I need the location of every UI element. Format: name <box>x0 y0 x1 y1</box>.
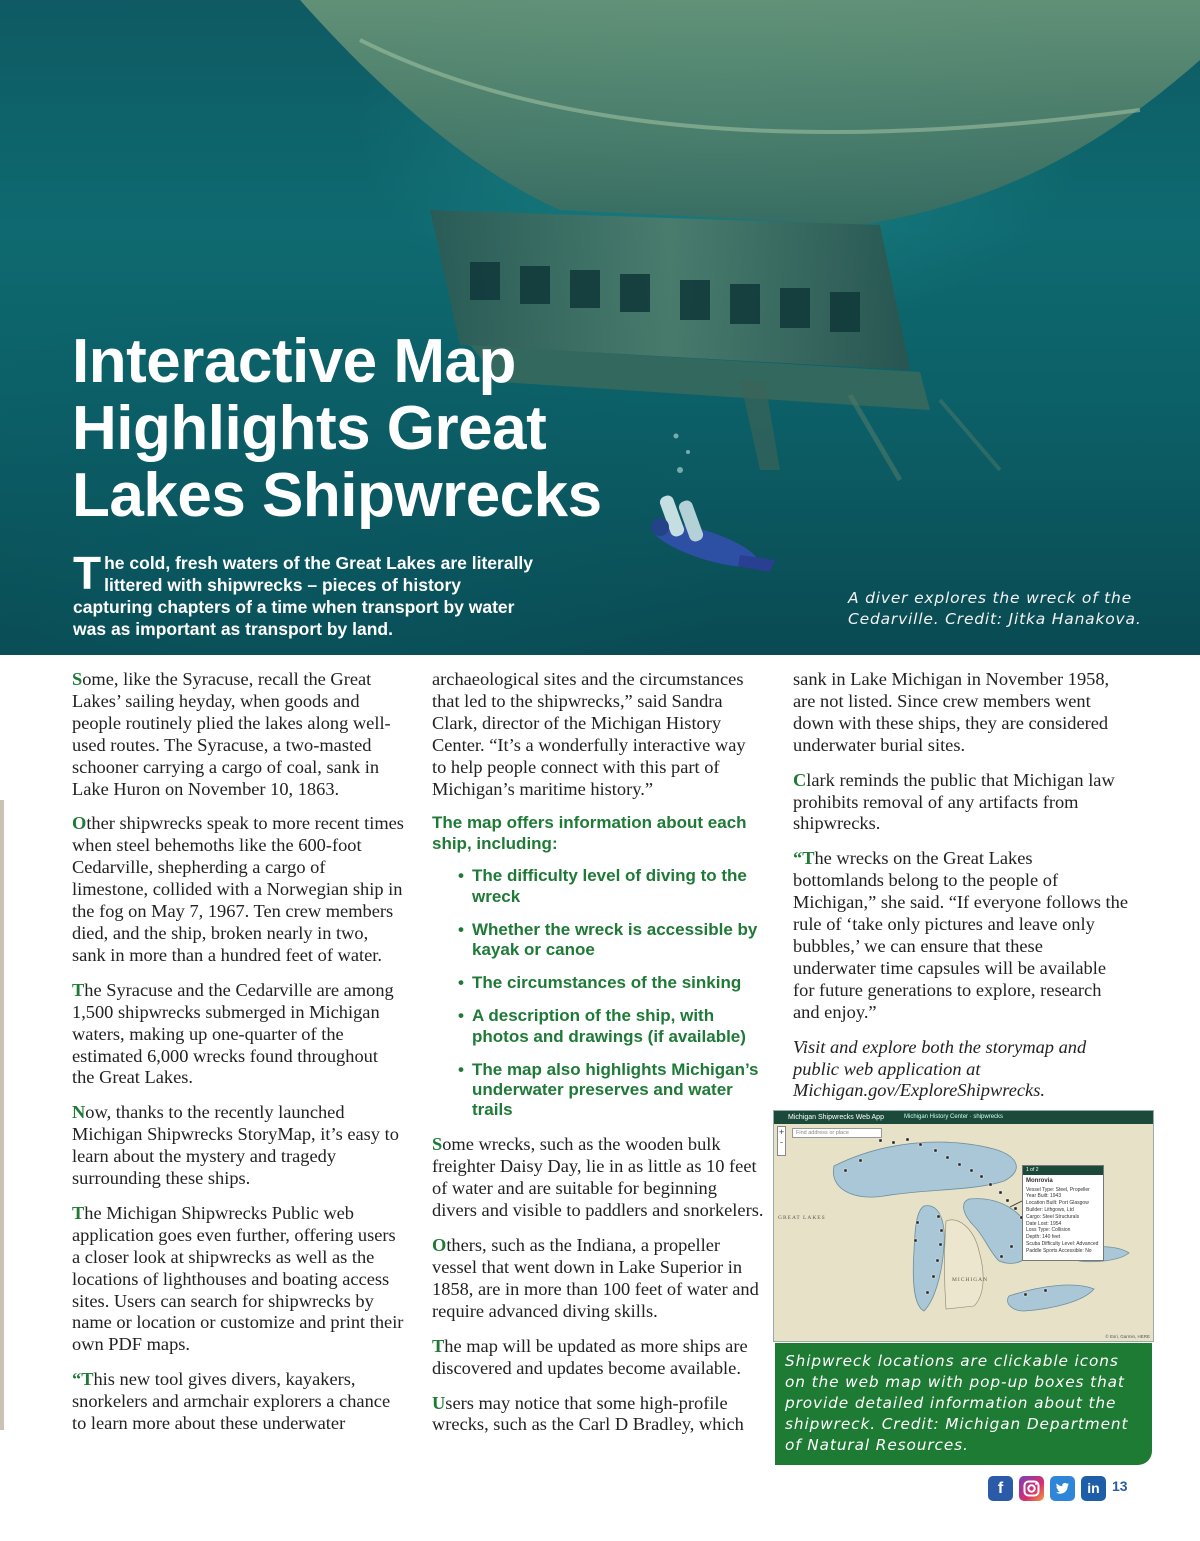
linkedin-icon[interactable]: in <box>1081 1476 1106 1501</box>
lead-letter: T <box>72 979 85 1000</box>
paragraph <box>432 1235 764 1323</box>
popup-line: Depth: 140 feet <box>1026 1234 1061 1241</box>
map-app-titlebar <box>774 1111 1153 1124</box>
lead-letter: C <box>793 769 807 790</box>
map-app-title: Michigan Shipwrecks Web App <box>788 1114 884 1121</box>
paragraph <box>72 1369 404 1435</box>
popup-line: Year Built: 1943 <box>1026 1193 1062 1200</box>
lead-letter: O <box>432 1235 447 1256</box>
paragraph-text: lark reminds the public that Michigan law prohibits removal of any artifacts from shipwrecks. <box>793 769 1115 834</box>
popup-header: 1 of 2 <box>1023 1166 1103 1175</box>
list-item: • The difficulty level of diving to the wreck <box>458 866 764 906</box>
paragraph <box>72 813 404 966</box>
explore-link-note: Visit and explore both the storymap and public web application at Michigan.gov/ExploreShipwrecks. <box>793 1036 1087 1101</box>
social-icons <box>988 1476 1106 1501</box>
zoom-out-button[interactable]: – <box>779 1138 784 1146</box>
paragraph <box>432 1134 764 1222</box>
paragraph <box>72 980 404 1090</box>
popup-line: Date Lost: 1954 <box>1026 1220 1062 1227</box>
paragraph-text: ow, thanks to the recently launched Michigan Shipwrecks StoryMap, it’s easy to learn about the mystery and tragedy surrounding these ships. <box>72 1102 399 1189</box>
popup-line: Loss Type: Collision <box>1026 1227 1071 1234</box>
hero-photo <box>0 0 1200 655</box>
paragraph <box>432 1336 764 1380</box>
hero-photo-caption: A diver explores the wreck of the Cedarville. Credit: Jitka Hanakova. <box>848 589 1142 628</box>
intro-text: he cold, fresh waters of the Great Lakes are literally littered with shipwrecks – pieces of history capturing chapters of a time when transport by water was as important as transport by land. <box>73 553 534 639</box>
instagram-icon[interactable] <box>1019 1476 1044 1501</box>
facebook-icon[interactable]: f <box>988 1476 1013 1501</box>
shipwreck-web-map <box>773 1110 1154 1342</box>
paragraph <box>72 1203 404 1356</box>
paragraph-text: thers, such as the Indiana, a propeller vessel that went down in Lake Superior in 1858, are in more than 100 feet of water and require advanced diving skills. <box>432 1235 759 1321</box>
map-app-subtitle: Michigan History Center · shipwrecks <box>904 1114 1004 1120</box>
list-item: • The circumstances of the sinking <box>458 973 764 993</box>
paragraph <box>793 770 1128 836</box>
map-caption: Shipwreck locations are clickable icons on the web map with pop-up boxes that provide detailed information about the shipwreck. Credit: Michigan Department of Natural Resources. <box>775 1343 1152 1465</box>
intro-dropcap: T <box>73 547 102 599</box>
lead-letter: T <box>72 1202 85 1223</box>
lead-letter: U <box>432 1392 446 1413</box>
lead-letter: N <box>72 1102 86 1123</box>
paragraph <box>72 1102 404 1190</box>
popup-line: Scuba Difficulty Level: Advanced <box>1026 1240 1099 1247</box>
map-zoom-control[interactable] <box>777 1126 786 1156</box>
map-label-michigan: MICHIGAN <box>952 1277 989 1283</box>
paragraph-text: he Syracuse and the Cedarville are among 1,500 shipwrecks submerged in Michigan waters, making up one-quarter of the estimated 6,000 wrecks found throughout the Great Lakes. <box>72 979 394 1088</box>
paragraph-text: ome wrecks, such as the wooden bulk freighter Daisy Day, lie in as little as 10 feet of water and are suitable for beginning divers and visible to paddlers and snorkelers. <box>432 1134 764 1221</box>
list-item: • A description of the ship, with photos and drawings (if available) <box>458 1006 764 1046</box>
shipwreck-popup[interactable] <box>1022 1165 1104 1261</box>
column-3 <box>793 669 1128 1115</box>
paragraph <box>72 669 404 800</box>
lead-letter: “T <box>72 1369 94 1390</box>
lead-letter: T <box>432 1335 445 1356</box>
info-list <box>458 866 764 1120</box>
paragraph: sank in Lake Michigan in November 1958, are not listed. Since crew members went down with these ships, they are considered underwater burial sites. <box>793 669 1110 755</box>
list-item: • The map also highlights Michigan’s underwater preserves and water trails <box>458 1060 764 1121</box>
twitter-icon[interactable] <box>1050 1476 1075 1501</box>
paragraph <box>793 848 1128 1023</box>
paragraph <box>432 1393 764 1437</box>
lead-letter: “T <box>793 848 815 869</box>
intro-paragraph <box>73 547 543 640</box>
paragraph-text: his new tool gives divers, kayakers, snorkelers and armchair explorers a chance to learn more about these underwater <box>72 1369 391 1434</box>
paragraph-text: he wrecks on the Great Lakes bottomlands belong to the people of Michigan,” she said. “If everyone follows the rule of ‘take only pictures and leave only bubbles,’ we can ensure that these underwater time capsules will be available for future generations to explore, research and enjoy.” <box>793 848 1129 1022</box>
list-item: • Whether the wreck is accessible by kayak or canoe <box>458 920 764 960</box>
popup-line: Location Built: Port Glasgow <box>1026 1200 1089 1207</box>
paragraph-text: ther shipwrecks speak to more recent times when steel behemoths like the 600-foot Cedarville, shepherding a cargo of limestone, collided with a Norwegian ship in the fog on May 7, 1967. Ten crew members died, and the ship, broken nearly in two, sank in more than a hundred feet of water. <box>72 813 404 965</box>
popup-title: Monrovia <box>1026 1177 1053 1184</box>
zoom-in-button[interactable]: + <box>778 1128 785 1136</box>
popup-line: Builder: Lithgows, Ltd <box>1026 1206 1074 1213</box>
map-credit: © Esri, Garmin, HERE <box>1105 1334 1150 1339</box>
column-2 <box>432 669 764 1449</box>
paragraph-text: he map will be updated as more ships are discovered and updates become available. <box>432 1335 748 1378</box>
paragraph-text: sers may notice that some high-profile wrecks, such as the Carl D Bradley, which <box>432 1392 744 1435</box>
map-label-great-lakes: GREAT LAKES <box>778 1215 826 1221</box>
paragraph-text: he Michigan Shipwrecks Public web application goes even further, offering users a closer look at shipwrecks as well as the locations of lighthouses and boating access sites. Users can search for shipwrecks by name or location or customize and print their own PDF maps. <box>72 1202 404 1355</box>
popup-line: Cargo: Steel Structurals <box>1026 1213 1080 1220</box>
popup-line: Vessel Type: Steel, Propeller <box>1026 1186 1090 1193</box>
paragraph: archaeological sites and the circumstances that led to the shipwrecks,” said Sandra Clark, director of the Michigan History Center. “It’s a wonderfully interactive way to help people connect with this part of Michigan’s maritime history.” <box>432 669 746 799</box>
info-list-heading: The map offers information about each ship, including: <box>432 813 747 853</box>
paragraph-text: ome, like the Syracuse, recall the Great Lakes’ sailing heyday, when goods and people routinely plied the lakes along well-used routes. The Syracuse, a two-masted schooner carrying a cargo of coal, sank in Lake Huron on November 10, 1863. <box>72 669 391 799</box>
lead-letter: S <box>72 669 83 689</box>
lead-letter: S <box>432 1134 443 1155</box>
page-number: 13 <box>1112 1478 1128 1494</box>
popup-line: Paddle Sports Accessible: No <box>1026 1247 1092 1254</box>
column-1 <box>72 669 404 1448</box>
page-edge-mark <box>0 800 4 1430</box>
lead-letter: O <box>72 813 87 834</box>
page-title: Interactive Map Highlights Great Lakes Shipwrecks <box>72 327 602 530</box>
map-search-input[interactable]: Find address or place <box>792 1128 882 1138</box>
